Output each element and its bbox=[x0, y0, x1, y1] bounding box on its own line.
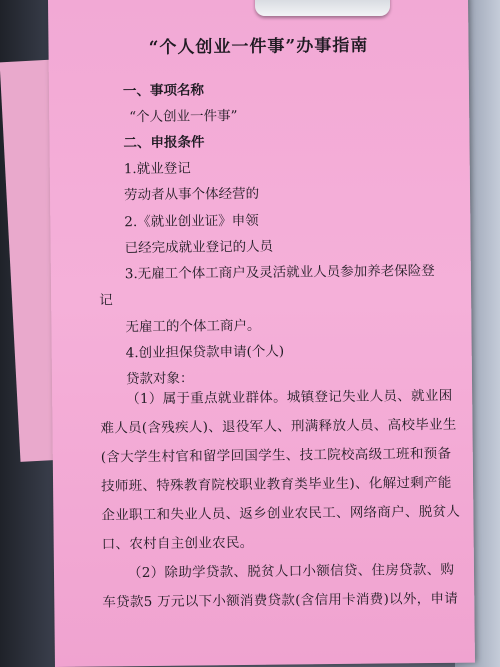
loan-target-paragraph-1 bbox=[100, 382, 462, 560]
section-heading-conditions: 二、申报条件 bbox=[123, 134, 205, 152]
loan-target-label: 贷款对象： bbox=[125, 370, 194, 388]
paragraph-line: (含大学生村官和留学回国学生、技工院校高级工班和预备 bbox=[100, 445, 452, 466]
paragraph-line: 口、农村自主创业农民。 bbox=[101, 534, 254, 553]
document-title: “个人创业一件事”办事指南 bbox=[148, 35, 369, 58]
condition-3-desc: 无雇工的个体工商户。 bbox=[125, 317, 261, 336]
loan-target-paragraph-2 bbox=[102, 556, 463, 618]
condition-1-desc: 劳动者从事个体经营的 bbox=[123, 185, 260, 204]
binder-clip bbox=[255, 0, 390, 16]
condition-1-title: 1.就业登记 bbox=[123, 160, 191, 178]
paragraph-line: 难人员(含残疾人)、退役军人、刑满释放人员、高校毕业生 bbox=[100, 416, 457, 437]
condition-3-title-line1: 3.无雇工个体工商户及灵活就业人员参加养老保险登 bbox=[124, 262, 435, 283]
item-name-value: “个人创业一件事” bbox=[129, 108, 238, 126]
section-heading-item-name: 一、事项名称 bbox=[122, 82, 205, 100]
paragraph-line: 技师班、特殊教育院校职业教育类毕业生)、化解过剩产能 bbox=[101, 474, 452, 495]
paragraph-line: 企业职工和失业人员、返乡创业农民工、网络商户、脱贫人 bbox=[101, 503, 461, 524]
paragraph-line: 车贷款5 万元以下小额消费贷款(含信用卡消费)以外，申请 bbox=[102, 590, 459, 611]
paragraph-line: （2）除助学贷款、脱贫人口小额信贷、住房贷款、购 bbox=[127, 561, 455, 582]
condition-2-desc: 已经完成就业登记的人员 bbox=[124, 238, 274, 257]
condition-3-title-line2: 记 bbox=[99, 292, 113, 309]
paragraph-line: （1）属于重点就业群体。城镇登记失业人员、就业困 bbox=[126, 387, 453, 408]
condition-2-title: 2.《就业创业证》申领 bbox=[124, 212, 259, 231]
document-page bbox=[48, 0, 475, 667]
condition-4-title: 4.创业担保贷款申请(个人) bbox=[125, 343, 285, 362]
